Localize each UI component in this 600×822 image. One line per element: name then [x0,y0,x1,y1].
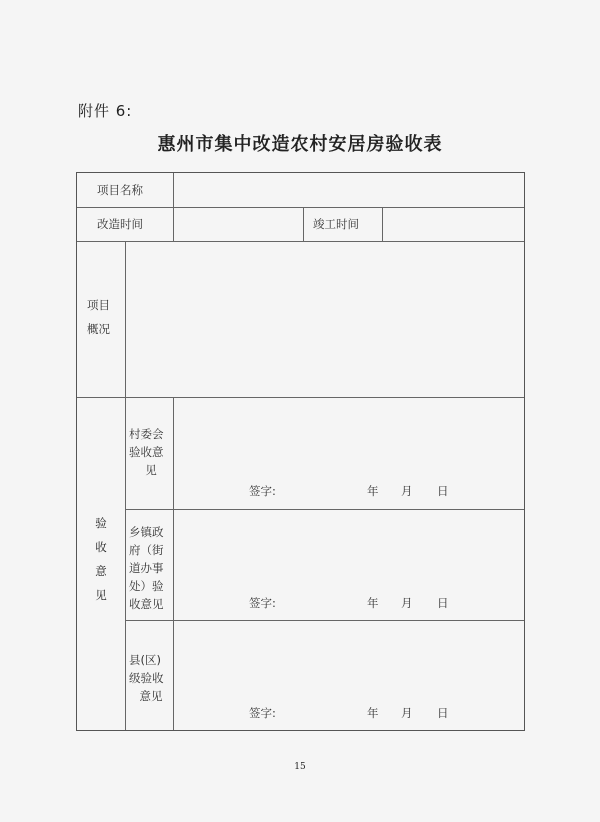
page-number: 15 [294,762,306,772]
row-divider [125,620,524,621]
label-line: 村委会 [129,427,164,441]
year-label: 年 [367,596,379,610]
acceptance-label-char: 意 [95,564,107,578]
signature-line [77,705,524,723]
day-label: 日 [437,706,449,720]
label-line: 级验收 [129,671,164,685]
column-divider [382,207,383,241]
year-label: 年 [367,706,379,720]
month-label: 月 [401,484,413,498]
row-divider [77,207,524,208]
row-divider [77,241,524,242]
label-line: 道办事 [129,561,164,575]
label-line: 收意见 [129,597,164,611]
county-opinion-label [129,651,173,705]
label-line: 县(区) [129,653,161,667]
month-label: 月 [401,596,413,610]
label-line: 验收意 [129,445,164,459]
label-line: 处）验 [129,579,164,593]
project-name-field[interactable] [177,175,517,205]
signature-line [77,595,524,613]
year-label: 年 [367,484,379,498]
village-committee-opinion-label [129,425,173,479]
column-divider [173,397,174,730]
column-divider [303,207,304,241]
overview-field[interactable] [129,245,519,393]
label-line: 乡镇政 [129,525,164,539]
document-title: 惠州市集中改造农村安居房验收表 [157,134,443,155]
signature-label: 签字: [249,706,276,720]
month-label: 月 [401,706,413,720]
label-line: 府（街 [129,543,164,557]
label-line: 见 [145,463,157,477]
renovation-time-label: 改造时间 [97,217,143,231]
completion-time-label: 竣工时间 [313,217,359,231]
acceptance-label-char: 见 [95,588,107,602]
day-label: 日 [437,596,449,610]
row-divider [125,509,524,510]
signature-line [77,483,524,501]
acceptance-label-char: 验 [95,516,107,530]
day-label: 日 [437,484,449,498]
row-divider [77,397,524,398]
overview-label-line: 概况 [87,322,110,336]
label-line: 意见 [139,689,163,703]
signature-label: 签字: [249,484,276,498]
attachment-label: 附件 6: [78,102,133,120]
signature-label: 签字: [249,596,276,610]
project-name-label: 项目名称 [97,183,143,197]
acceptance-form-table [76,172,525,731]
acceptance-label-char: 收 [95,540,107,554]
column-divider [173,173,174,241]
overview-label [87,293,110,341]
renovation-time-field[interactable] [177,209,299,239]
overview-label-line: 项目 [87,298,110,312]
acceptance-label [91,511,111,607]
completion-time-field[interactable] [387,209,517,239]
